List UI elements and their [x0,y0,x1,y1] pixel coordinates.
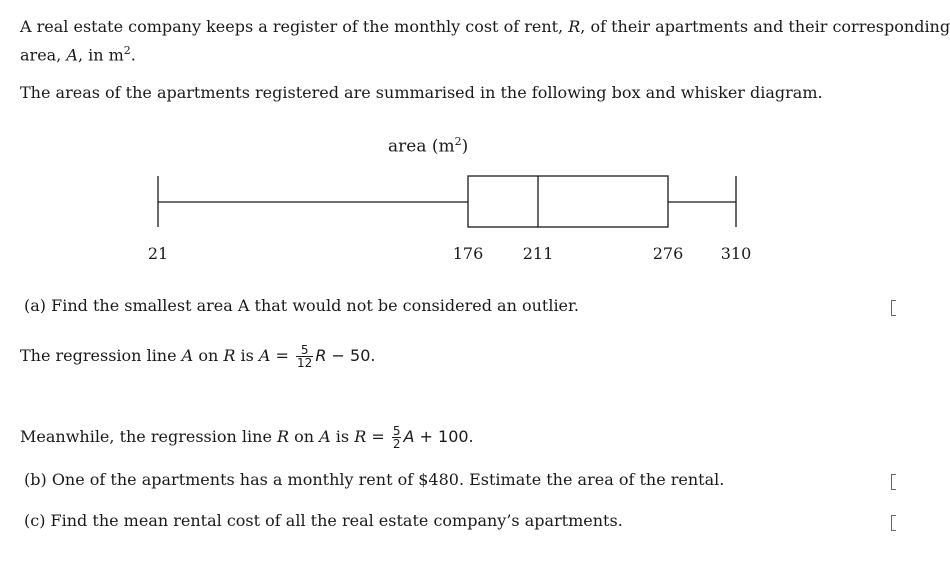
intro-line-1 [20,16,950,38]
fraction-numerator: 5 [300,343,309,357]
intro-text: , of their apartments and their corresponding [580,17,950,36]
reg-text: Meanwhile, the regression line [20,427,277,446]
fraction-denominator: 12 [297,356,313,370]
var-r: R [568,17,581,36]
interquartile-box [468,176,668,227]
var-a: A [403,427,415,446]
regression-line-r-on-a [20,421,474,453]
intro-text: , in m [77,45,124,65]
var-a: A [181,346,194,365]
part-b: (b) One of the apartments has a monthly rent of $480. Estimate the area of the rental. [24,470,725,489]
reg-text: is [330,427,355,446]
fraction-denominator: 2 [392,437,401,451]
reg-text: + 100. [414,427,474,446]
fraction-5-2 [392,425,402,450]
part-a: (a) Find the smallest area A that would not be considered an outlier. [24,296,579,315]
box-plot-title-text: area (m [388,136,455,157]
part-c: (c) Find the mean rental cost of all the real estate company’s apartments. [24,511,623,530]
var-a: A [66,45,78,65]
answer-box-edge-b [891,474,896,490]
reg-text: on [193,346,224,365]
tick-label-q1: 176 [452,244,484,263]
reg-text: on [289,427,320,446]
answer-box-edge-a [891,300,896,316]
reg-text: is [235,346,259,365]
superscript: 2 [123,44,131,57]
tick-label-median: 211 [522,244,554,263]
intro-line-2 [20,40,136,66]
box-plot-title-text: ) [461,136,469,157]
intro-text: area, [20,45,67,65]
tick-label-q3: 276 [652,244,684,263]
fraction-5-12 [296,344,313,369]
var-r: R [277,427,290,446]
var-r: R [223,346,236,365]
answer-box-edge-c [891,515,896,531]
var-r: R [354,427,367,446]
regression-line-a-on-r [20,340,375,372]
var-a: A [258,346,271,365]
var-r: R [315,346,327,365]
reg-text: − 50. [326,346,376,365]
intro-text: . [130,45,136,65]
summary-text: The areas of the apartments registered are summarised in the following box and whisker diagram. [20,83,823,102]
tick-label-min: 21 [147,244,169,263]
equals-sign: = [270,346,295,365]
tick-label-max: 310 [720,244,752,263]
fraction-numerator: 5 [392,424,401,438]
intro-text: A real estate company keeps a register of the monthly cost of rent, [20,17,569,36]
equals-sign: = [366,427,390,446]
var-a: A [319,427,331,446]
box-and-whisker-diagram [0,125,896,270]
reg-text: The regression line [20,346,182,365]
superscript: 2 [454,135,462,148]
